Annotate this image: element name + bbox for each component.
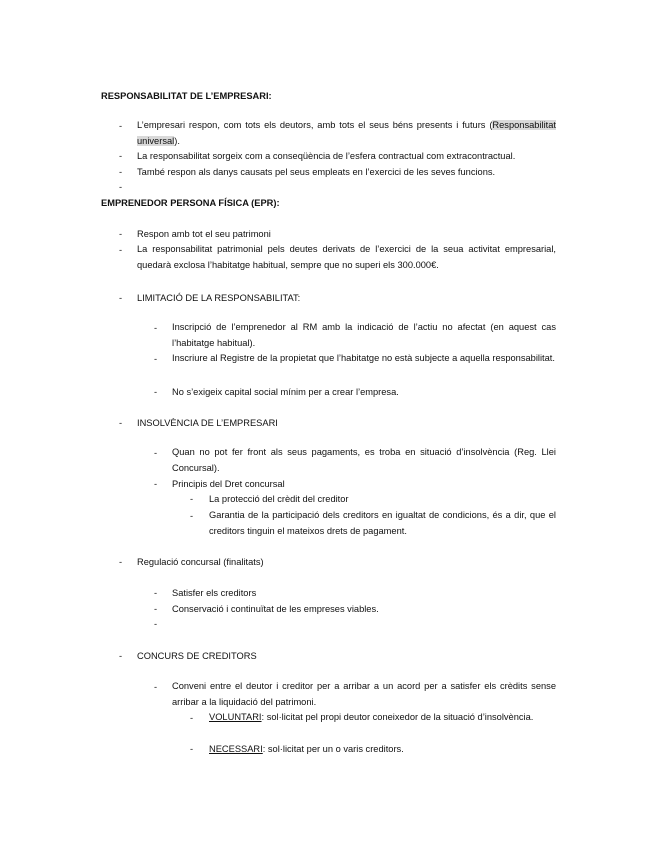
- list-item: També respon als danys causats pel seus empleats en l’exercici de les seves funcions.: [137, 167, 496, 177]
- sub-list-item: Garantia de la participació dels creditors en igualtat de condicions, és a dir, que el creditors tinguin el mateixos drets de pagament.: [209, 510, 556, 536]
- sub-list-item: [209, 743, 404, 756]
- bullet-dash: -: [154, 387, 158, 397]
- list-item: La responsabilitat sorgeix com a conseqüència de l’esfera contractual com extracontractual.: [137, 151, 516, 161]
- subsection-heading-insolvencia: INSOLVÈNCIA DE L’EMPRESARI: [137, 418, 278, 428]
- bullet-dash: -: [119, 651, 123, 661]
- type-label-voluntari: VOLUNTARI: [209, 712, 262, 722]
- list-item: [137, 118, 556, 149]
- sub-list-item-text: : sol·licitat pel propi deutor coneixedor de la situació d’insolvència.: [261, 712, 534, 722]
- bullet-dash: -: [190, 744, 194, 754]
- section-heading-emprenedor: EMPRENEDOR PERSONA FÍSICA (EPR):: [101, 198, 280, 208]
- list-item: No s’exigeix capital social mínim per a crear l’empresa.: [172, 387, 399, 397]
- subsection-heading-limitacio: LIMITACIÓ DE LA RESPONSABILITAT:: [137, 293, 301, 303]
- bullet-dash: -: [190, 511, 194, 521]
- sub-list-item: [209, 710, 556, 726]
- bullet-dash: -: [154, 479, 158, 489]
- highlighted-term: Responsabilitat universal: [137, 120, 556, 146]
- sub-list-item-text: : sol·licitat per un o varis creditors.: [262, 744, 404, 754]
- list-item: Principis del Dret concursal: [172, 479, 285, 489]
- bullet-dash: -: [119, 121, 123, 131]
- bullet-dash: -: [154, 604, 158, 614]
- bullet-dash: -: [190, 713, 194, 723]
- bullet-dash: -: [119, 418, 123, 428]
- section-heading-responsabilitat: RESPONSABILITAT DE L’EMPRESARI:: [101, 91, 272, 101]
- list-item: Inscripció de l’emprenedor al RM amb la indicació de l’actiu no afectat (en aquest cas l’habitatge habitual).: [172, 322, 556, 348]
- bullet-dash: -: [154, 354, 158, 364]
- sub-list-item: La protecció del crèdit del creditor: [209, 494, 349, 504]
- bullet-dash: -: [119, 151, 123, 161]
- bullet-dash: -: [119, 245, 123, 255]
- bullet-dash: -: [154, 682, 158, 692]
- list-item: La responsabilitat patrimonial pels deutes derivats de l’exercici de la seua activitat empresarial, quedarà exclosa l’habitatge habitual, sempre que no superi els 300.000€.: [137, 244, 556, 270]
- bullet-dash: -: [119, 557, 123, 567]
- list-item: Conservació i continuïtat de les empreses viables.: [172, 604, 379, 614]
- type-label-necessari: NECESSARI: [209, 744, 263, 754]
- list-item: Inscriure al Registre de la propietat que l’habitatge no està subjecte a aquella responsabilitat.: [172, 353, 555, 363]
- bullet-dash: -: [190, 494, 194, 504]
- bullet-dash: -: [154, 619, 158, 629]
- subsection-heading-regulacio: Regulació concursal (finalitats): [137, 557, 264, 567]
- list-item: Satisfer els creditors: [172, 588, 257, 598]
- bullet-dash: -: [119, 229, 123, 239]
- list-item-text: L’empresari respon, com tots els deutors, amb tots el seus béns presents i futurs (: [137, 120, 493, 130]
- list-item: Conveni entre el deutor i creditor per a arribar a un acord per a satisfer els crèdits sense arribar a la liquidació del patrimoni.: [172, 681, 556, 707]
- bullet-dash: -: [119, 167, 123, 177]
- bullet-dash: -: [154, 323, 158, 333]
- bullet-dash: -: [154, 588, 158, 598]
- bullet-dash: -: [154, 448, 158, 458]
- list-item: Quan no pot fer front als seus pagaments, es troba en situació d’insolvència (Reg. Llei Concursal).: [172, 447, 556, 473]
- list-item: Respon amb tot el seu patrimoni: [137, 229, 271, 239]
- bullet-dash: -: [119, 293, 123, 303]
- subsection-heading-concurs: CONCURS DE CREDITORS: [137, 651, 257, 661]
- list-item-text: ).: [174, 135, 180, 146]
- bullet-dash: -: [119, 182, 123, 192]
